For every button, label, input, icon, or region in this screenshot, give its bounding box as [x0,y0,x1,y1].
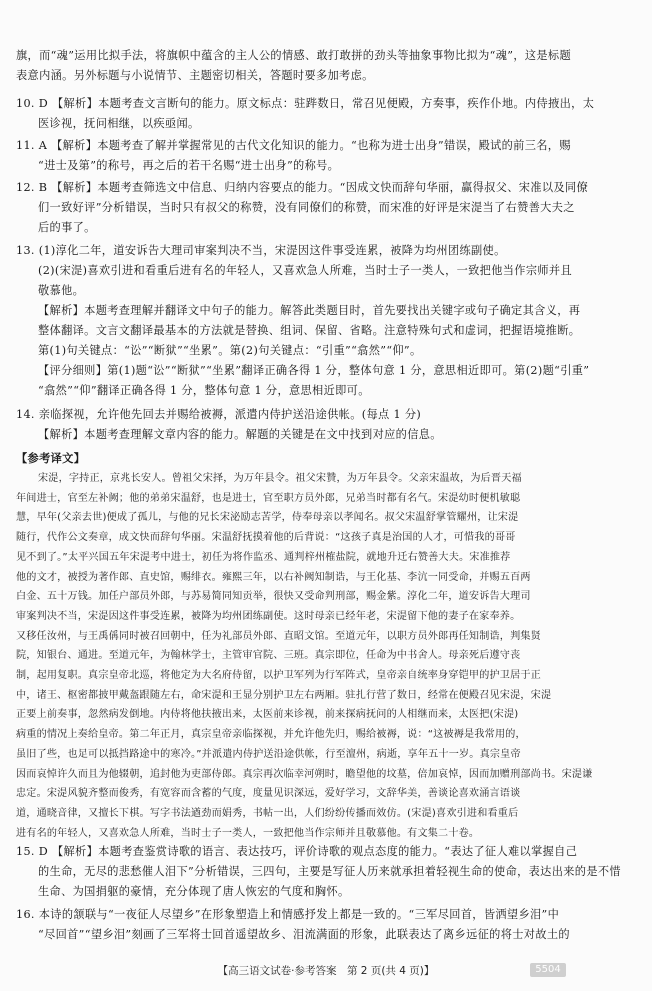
text-line: 们一致好评”分析错误，当时只有叔父的称赞，没有同僚们的称赞，而宋准的好评是宋湜当了右赞善大夫之 [38,201,575,214]
translation-line: 进有名的年轻人，又喜欢急人所难，当时士子一类人，一致把他当作宗师并且敬慕他。有文集二十卷。 [16,827,480,839]
text-line: “进士及第”的称号，再之后的若干名赐“进士出身”的称号。 [38,159,340,172]
reference-translation-heading: 【参考译文】 [16,451,86,465]
text-line: 表意内涵。另外标题与小说情节、主题密切相关，答题时要多加考虑。 [16,69,374,82]
page-footer: 【高三语文试卷·参考答案 第 2 页(共 4 页)】 [217,965,435,977]
translation-line: 忠定。宋湜风貌齐整而俊秀，有宽容而含蓄的气度，度量见识深远，爱好学习，文辞华美，善谈论喜欢涌言语谈 [16,788,521,800]
translation-line: 慧，早年(父亲去世)便成了孤儿，与他的兄长宋泌励志苦学，侍奉母亲以孝闻名。叔父宋温舒掌管耀州，让宋湜 [16,512,519,524]
answer-14 [16,405,636,445]
translation-line: 他的文才，被授为著作郎、直史馆，赐绯衣。雍熙三年，以右补阙知制诰，与王化基、李沆一同受命，并赐五百两 [16,571,531,583]
answer-10 [16,94,636,134]
translation-line: 正要上前奏事，忽然病发倒地。内侍将他扶掖出来，太医前来诊视，前来探病抚问的人相继而来，太医把(宋湜) [16,709,519,721]
answer-13 [16,241,636,401]
translation-line: 又移任汝州，与王禹偁同时被召回朝中，任为礼部员外郎、直昭文馆。至道元年，以职方员外郎再任知制诰，判集贤 [16,630,541,642]
text-line: 15. D 【解析】本题考查鉴赏诗歌的语言、表达技巧，评价诗歌的观点态度的能力。“表达了征人难以掌握自己 [16,845,578,858]
text-line: 16. 本诗的颔联与“一夜征人尽望乡”在形象塑造上和情感抒发上都是一致的。“三军尽回首，皆洒望乡泪”中 [16,908,560,921]
text-line: 11. A 【解析】本题考查了解并掌握常见的古代文化知识的能力。“也称为进士出身”错误，殿试的前三名，赐 [16,139,571,152]
translation-line: 年间进士，官至左补阙；他的弟弟宋温舒，也是进士，官至职方员外郎，兄弟当时都有名气。宋湜幼时便机敏聪 [16,492,521,504]
text-line: “尽回首”“望乡泪”刻画了三军将士回首遥望故乡、泪流满面的形象，此联表达了离乡远征的将士对故土的 [38,928,570,941]
text-line: 14. 亲临探视，允许他先回去并赐给被褥，派遣内侍护送沿途供帐。(每点 1 分) [16,408,422,421]
text-line: 旗，而“魂”运用比拟手法，将旗帜中蕴含的主人公的情感、敢打敢拼的劲头等抽象事物比拟为“魂”，这是标题 [16,49,572,62]
text-line: 第(1)句关键点：“讼”“断狱”“坐累”。第(2)句关键点：“引重”“翕然”“仰”。 [38,344,422,357]
text-line: 12. B 【解析】本题考查筛选文中信息、归纳内容要点的能力。“因成文快而辞句华丽，赢得叔父、宋准以及同僚 [16,181,589,194]
translation-line: 院，知银台、通进。至道元年，为翰林学士，主管审官院、三班。真宗即位，任命为中书舍人。母亲死后遵守丧 [16,650,521,662]
translation-line: 审案判决不当，宋湜因这件事受连累，被降为均州团练副使。这时母亲已经年老，宋湜留下他的妻子在家奉养。 [16,610,521,622]
text-line: (2)(宋湜)喜欢引进和看重后进有名的年轻人，又喜欢急人所难，当时士子一类人，一致把他当作宗师并且 [38,264,572,277]
text-line: 后的事了。 [38,221,96,234]
reference-translation [16,469,636,843]
translation-line: 道，通晓音律，又擅长下棋。写字书法遒劲而娟秀，书帖一出，人们纷纷传播而效仿。(宋湜)喜欢引进和看重后 [16,807,519,819]
translation-line: 白金、五十万钱。加任户部员外郎，与苏易简同知贡举，很快又受命判刑部，赐金紫。淳化二年，道安诉告大理司 [16,591,531,603]
text-line: “翕然”“仰”翻译正确各得 1 分，整体句意 1 分，意思相近即可。 [38,384,370,397]
analysis-line: 【解析】本题考查理解并翻译文中句子的能力。解答此类题目时，首先要找出关键字或句子确定其含义，再 [38,304,581,317]
translation-line: 宋湜，字持正，京兆长安人。曾祖父宋择，为万年县令。祖父宋贊，为万年县令。父亲宋温故，为后晋天福 [38,473,522,484]
translation-line: 中，诸王、枢密都披甲戴盔跟随左右，命宋湜和王显分别护卫左右两厢。驻扎行营了数日，经常在便殿召见宋湜，宋湜 [16,689,552,701]
text-line: 医诊视，抚问相继，以疾亟闻。 [38,117,200,130]
translation-line: 因而哀悼许久而且为他辍朝，追封他为吏部侍郎。真宗再次临幸河朔时，瞻望他的坟墓，倍加哀悼，因而加赠刑部尚书。宋湜谦 [16,768,593,780]
text-line: 的生命，无尽的悲愁催人泪下”分析错误，三四句，主要是写征人历来就承担着轻视生命的使命，表达出来的是不惜 [38,865,621,878]
text-line: 13. (1)淳化二年，道安诉告大理司审案判决不当，宋湜因这件事受连累，被降为均州团练副使。 [16,244,506,257]
text-line: 10. D 【解析】本题考查文言断句的能力。原文标点：驻跸数日，常召见便殿，方奏事，疾作仆地。内侍掖出，太 [16,97,595,110]
text-line: 整体翻译。文言文翻译最基本的方法就是替换、组词、保留、省略。注意特殊句式和虚词，把握语境推断。 [38,324,581,337]
intro-paragraph [16,46,636,86]
translation-line: 制，起用复职。真宗皇帝北巡，将他定为大名府侍留，以护卫军列为行军阵式，皇帝亲自统率身穿铠甲的护卫居于正 [16,670,541,682]
translation-line: 虽旧了些，也足可以抵挡路途中的寒冷。”并派遣内侍护送沿途供帐，行至澶州，病逝，享年五十一岁。真宗皇帝 [16,748,521,760]
answer-16 [16,905,636,945]
text-line: 生命、为国捐躯的豪情，充分体现了唐人恢宏的气度和胸怀。 [38,885,350,898]
analysis-line: 【解析】本题考查理解文章内容的能力。解题的关键是在文中找到对应的信息。 [38,428,442,441]
answer-11 [16,136,636,176]
translation-line: 病重的情况上奏给皇帝。第二年正月，真宗皇帝亲临探视，并允许他先归，赐给被褥，说：“这被褥是我常用的， [16,729,526,741]
translation-line: 随行，代作公文奏章，成文快而辞句华丽。宋温舒抚摸着他的后背说：“这孩子真是治国的人才，可惜我的哥哥 [16,532,516,544]
scoring-line: 【评分细则】第(1)题“讼”“断狱”“坐累”翻译正确各得 1 分，整体句意 1 分，意思相近即可。第(2)题“引重” [38,364,590,377]
answer-12 [16,178,636,238]
translation-line: 见不到了。”太平兴国五年宋湜考中进士，初任为将作监丞、通判梓州榷盐院，就地升迁右赞善大夫。宋准推荐 [16,551,511,563]
text-line: 敬慕他。 [38,284,85,297]
answer-15 [16,842,636,902]
page-stamp: 5504 [530,963,566,977]
